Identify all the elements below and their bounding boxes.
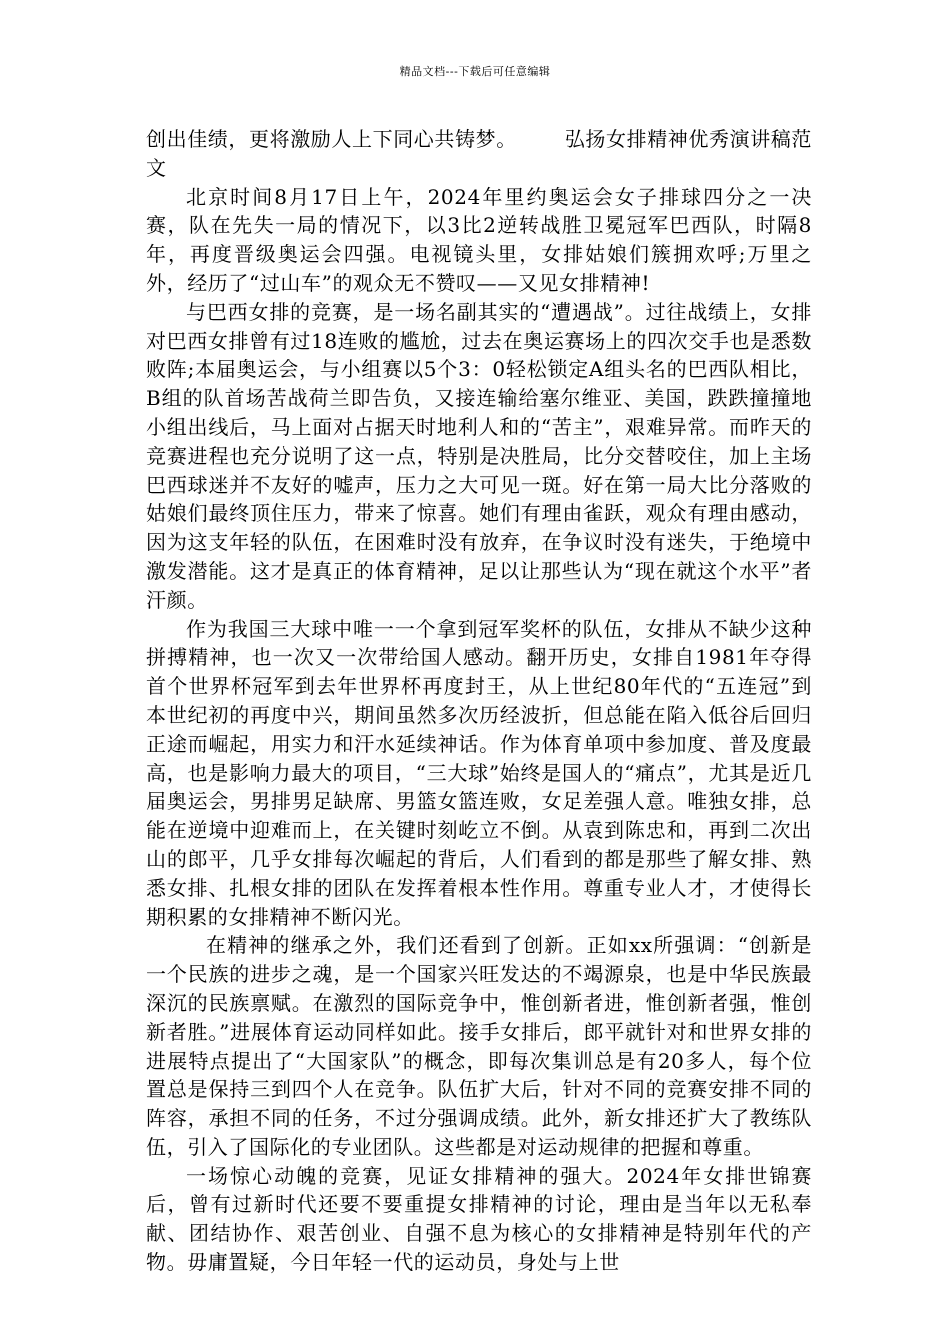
document-title: 弘扬女排精神优秀演讲稿范文 <box>146 127 813 180</box>
document-body <box>146 125 812 1277</box>
lead-line <box>146 125 812 183</box>
paragraph: 作为我国三大球中唯一一个拿到冠军奖杯的队伍，女排从不缺少这种拼搏精神，也一次又一次带给国人感动。翻开历史，女排自1981年夺得首个世界杯冠军到去年世界杯再度封王，从上世纪80年代的“五连冠”到本世纪初的再度中兴，期间虽然多次历经波折，但总能在陷入低谷后回归正途而崛起，用实力和汗水延续神话。作为体育单项中参加度、普及度最高，也是影响力最大的项目，“三大球”始终是国人的“痛点”，尤其是近几届奥运会，男排男足缺席、男篮女篮连败，女足差强人意。唯独女排，总能在逆境中迎难而上，在关键时刻屹立不倒。从袁到陈忠和，再到二次出山的郎平，几乎女排每次崛起的背后，人们看到的都是那些了解女排、熟悉女排、扎根女排的团队在发挥着根本性作用。尊重专业人才，才使得长期积累的女排精神不断闪光。 <box>146 616 812 929</box>
paragraph: 北京时间8月17日上午，2024年里约奥运会女子排球四分之一决赛，队在先失一局的情况下，以3比2逆转战胜卫冕冠军巴西队，时隔8年，再度晋级奥运会四强。电视镜头里，女排姑娘们簇拥欢呼;万里之外，经历了“过山车”的观众无不赞叹——又见女排精神! <box>146 184 812 295</box>
page-header: 精品文档---下载后可任意编辑 <box>399 65 551 78</box>
paragraph: 在精神的继承之外，我们还看到了创新。正如xx所强调：“创新是一个民族的进步之魂，是一个国家兴旺发达的不竭源泉，也是中华民族最深沉的民族禀赋。在激烈的国际竞争中，惟创新者进，惟创新者强，惟创新者胜。”进展体育运动同样如此。接手女排后，郎平就针对和世界女排的进展特点提出了“大国家队”的概念，即每次集训总是有20多人，每个位置总是保持三到四个人在竞争。队伍扩大后，针对不同的竞赛安排不同的阵容，承担不同的任务，不过分强调成绩。此外，新女排还扩大了教练队伍，引入了国际化的专业团队。这些都是对运动规律的把握和尊重。 <box>146 933 812 1159</box>
lead-fragment: 创出佳绩，更将激励人上下同心共铸梦。 <box>146 127 517 151</box>
paragraph: 与巴西女排的竞赛，是一场名副其实的“遭遇战”。过往战绩上，女排对巴西女排曾有过18连败的尴尬，过去在奥运赛场上的四次交手也是悉数败阵;本届奥运会，与小组赛以5个3：0轻松锁定A组头名的巴西队相比，B组的队首场苦战荷兰即告负，又接连输给塞尔维亚、美国，跌跌撞撞地小组出线后，马上面对占据天时地利人和的“苦主”，艰难异常。而昨天的竞赛进程也充分说明了这一点，特别是决胜局，比分交替咬住，加上主场巴西球迷并不友好的嘘声，压力之大可见一斑。好在第一局大比分落败的姑娘们最终顶住压力，带来了惊喜。她们有理由雀跃，观众有理由感动，因为这支年轻的队伍，在困难时没有放弃，在争议时没有迷失，于绝境中激发潜能。这才是真正的体育精神，足以让那些认为“现在就这个水平”者汗颜。 <box>146 299 812 612</box>
paragraph: 一场惊心动魄的竞赛，见证女排精神的强大。2024年女排世锦赛后，曾有过新时代还要不要重提女排精神的讨论，理由是当年以无私奉献、团结协作、艰苦创业、自强不息为核心的女排精神是特别年代的产物。毋庸置疑，今日年轻一代的运动员，身处与上世 <box>146 1163 812 1275</box>
